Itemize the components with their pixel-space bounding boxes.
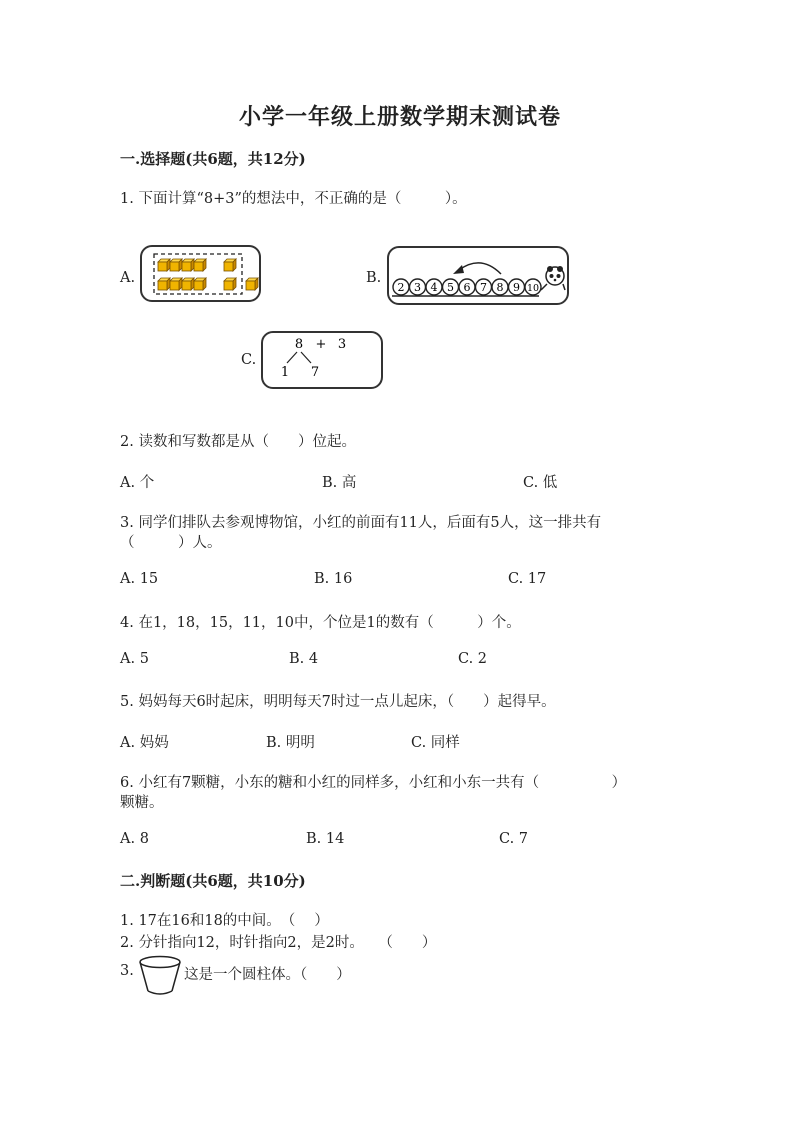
bead-label: 4 bbox=[430, 281, 438, 294]
bead-label: 2 bbox=[397, 281, 405, 294]
judge-question-1: 1. 17在16和18的中间。 （ ） bbox=[120, 913, 329, 929]
section-heading-judge: 二.判断题(共6题，共10分) bbox=[120, 872, 306, 890]
cube bbox=[224, 278, 236, 290]
question-2-text: 2. 读数和写数都是从（ ）位起。 bbox=[120, 434, 356, 450]
bead-label: 5 bbox=[447, 281, 454, 294]
section-heading-choice: 一.选择题(共6题，共12分) bbox=[120, 150, 306, 168]
bead-label: 9 bbox=[513, 281, 520, 294]
q2-option-a: A. 个 bbox=[120, 475, 155, 491]
q2-option-b: B. 高 bbox=[322, 475, 357, 491]
bead-label: 3 bbox=[414, 281, 421, 294]
cubes-figure bbox=[142, 247, 259, 300]
arrow-head-icon bbox=[453, 265, 464, 274]
cube bbox=[170, 278, 182, 290]
cube bbox=[182, 278, 194, 290]
question-4-text: 4. 在1，18，15，11，10中，个位是1的数有（ ）个。 bbox=[120, 615, 521, 631]
cube bbox=[194, 278, 206, 290]
cube bbox=[158, 259, 170, 271]
bucket-icon bbox=[138, 955, 184, 997]
question-3-text-line2: （ ）人。 bbox=[120, 535, 222, 551]
bead-label: 10 bbox=[526, 283, 540, 294]
q3-option-b: B. 16 bbox=[314, 571, 353, 587]
q4-option-c: C. 2 bbox=[458, 651, 488, 667]
question-3-text-line1: 3. 同学们排队去参观博物馆，小红的前面有11人，后面有5人，这一排共有 bbox=[120, 515, 602, 531]
bead-label: 6 bbox=[463, 281, 471, 294]
q1-option-b-label: B. bbox=[366, 270, 382, 286]
judge-question-2: 2. 分针指向12，时针指向2，是2时。 （ ） bbox=[120, 935, 437, 951]
q3-option-c: C. 17 bbox=[508, 571, 547, 587]
cube bbox=[158, 278, 170, 290]
decomp-bottom-left: 1 bbox=[280, 365, 290, 380]
q6-option-b: B. 14 bbox=[306, 831, 345, 847]
q5-option-a: A. 妈妈 bbox=[120, 735, 169, 751]
cube bbox=[224, 259, 236, 271]
page-title: 小学一年级上册数学期末测试卷 bbox=[238, 104, 561, 130]
question-5-text: 5. 妈妈每天6时起床，明明每天7时过一点儿起床，（ ）起得早。 bbox=[120, 694, 556, 710]
q1-option-c-label: C. bbox=[241, 352, 257, 368]
q1-option-c-figure bbox=[261, 331, 383, 389]
q2-option-c: C. 低 bbox=[523, 475, 558, 491]
q5-option-c: C. 同样 bbox=[411, 735, 460, 751]
question-6-text-line2: 颗糖。 bbox=[120, 795, 164, 811]
q3-option-a: A. 15 bbox=[120, 571, 159, 587]
q4-option-a: A. 5 bbox=[120, 651, 149, 667]
q4-option-b: B. 4 bbox=[289, 651, 319, 667]
decomp-bottom-right: 7 bbox=[310, 365, 320, 380]
question-6-text-line1: 6. 小红有7颗糖，小东的糖和小红的同样多，小红和小东一共有（ ） bbox=[120, 775, 627, 791]
decomposition-figure bbox=[263, 333, 381, 387]
panda-icon bbox=[541, 266, 565, 290]
cube bbox=[170, 259, 182, 271]
bead-label: 8 bbox=[496, 281, 504, 294]
decomp-top-right: 3 bbox=[337, 337, 347, 352]
number-beads-figure bbox=[389, 248, 567, 303]
judge-question-3-number: 3. bbox=[120, 963, 134, 979]
question-1-text: 1. 下面计算“8+3”的想法中，不正确的是（ ）。 bbox=[120, 191, 467, 207]
judge-question-3-text: 这是一个圆柱体。（ ） bbox=[184, 967, 351, 983]
q1-option-a-figure bbox=[140, 245, 261, 302]
decomp-plus: + bbox=[315, 337, 327, 352]
q1-option-a-label: A. bbox=[120, 270, 136, 286]
q6-option-c: C. 7 bbox=[499, 831, 529, 847]
q5-option-b: B. 明明 bbox=[266, 735, 315, 751]
cube bbox=[246, 278, 258, 290]
q6-option-a: A. 8 bbox=[120, 831, 149, 847]
arrow-icon bbox=[459, 263, 501, 274]
decomp-top-left: 8 bbox=[294, 337, 304, 352]
cube bbox=[194, 259, 206, 271]
bead-label: 7 bbox=[480, 281, 487, 294]
q1-option-b-figure bbox=[387, 246, 569, 305]
cube bbox=[182, 259, 194, 271]
